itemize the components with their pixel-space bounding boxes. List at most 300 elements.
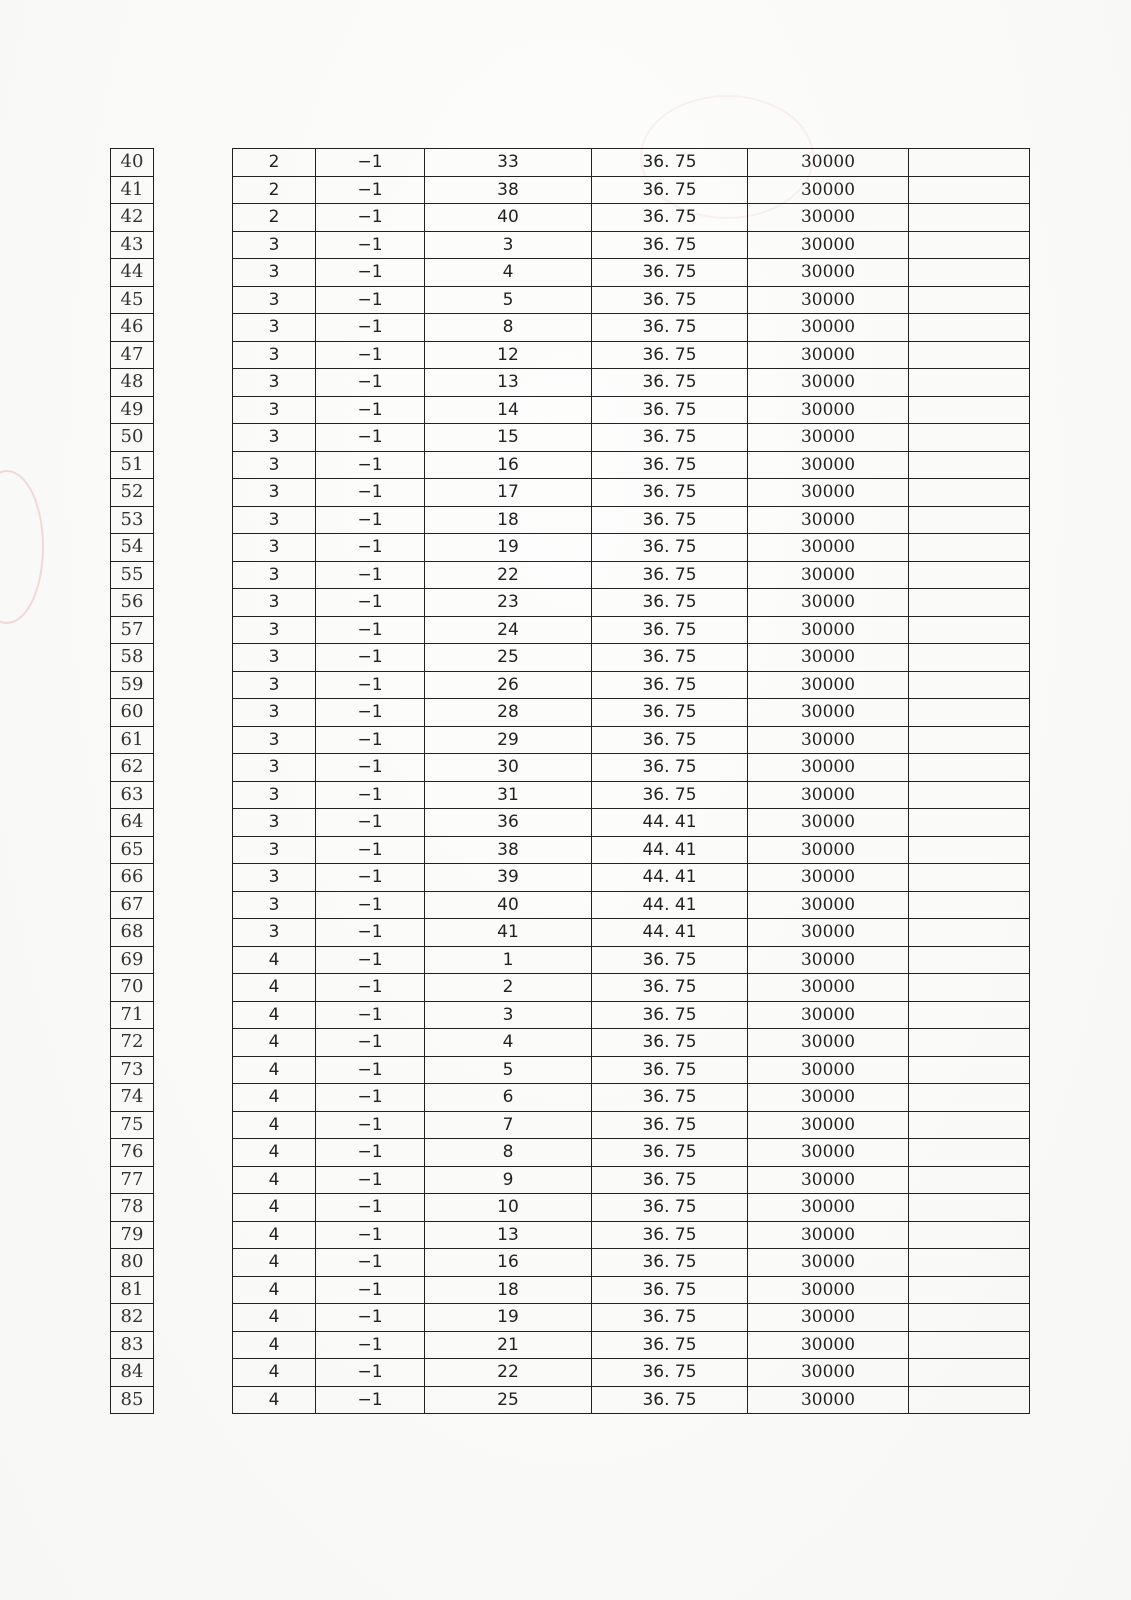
- area-cell: 36. 75: [592, 1056, 748, 1084]
- row-number-cell: 58: [111, 644, 154, 672]
- room-cell: 36: [425, 809, 592, 837]
- row-number-cell: 71: [111, 1001, 154, 1029]
- index-row: [111, 864, 154, 892]
- room-cell: 30: [425, 754, 592, 782]
- remark-cell: [909, 1331, 1030, 1359]
- unit-cell: −1: [316, 1249, 425, 1277]
- building-cell: 3: [233, 891, 316, 919]
- remark-cell: [909, 1111, 1030, 1139]
- table-row: [233, 589, 1030, 617]
- remark-cell: [909, 699, 1030, 727]
- row-number-cell: 67: [111, 891, 154, 919]
- data-table: [232, 148, 1030, 1414]
- remark-cell: [909, 286, 1030, 314]
- amount-cell: 30000: [748, 396, 909, 424]
- area-cell: 36. 75: [592, 479, 748, 507]
- amount-cell: 30000: [748, 699, 909, 727]
- row-number-cell: 73: [111, 1056, 154, 1084]
- table-row: [233, 891, 1030, 919]
- area-cell: 44. 41: [592, 809, 748, 837]
- remark-cell: [909, 341, 1030, 369]
- row-number-cell: 51: [111, 451, 154, 479]
- amount-cell: 30000: [748, 644, 909, 672]
- area-cell: 36. 75: [592, 149, 748, 177]
- row-number-cell: 70: [111, 974, 154, 1002]
- index-row: [111, 204, 154, 232]
- remark-cell: [909, 259, 1030, 287]
- row-number-cell: 47: [111, 341, 154, 369]
- remark-cell: [909, 1029, 1030, 1057]
- table-row: [233, 1276, 1030, 1304]
- row-number-cell: 45: [111, 286, 154, 314]
- amount-cell: 30000: [748, 1084, 909, 1112]
- area-cell: 36. 75: [592, 259, 748, 287]
- row-number-cell: 49: [111, 396, 154, 424]
- area-cell: 44. 41: [592, 836, 748, 864]
- room-cell: 25: [425, 1386, 592, 1414]
- table-row: [233, 616, 1030, 644]
- amount-cell: 30000: [748, 1359, 909, 1387]
- amount-cell: 30000: [748, 204, 909, 232]
- room-cell: 40: [425, 204, 592, 232]
- index-row: [111, 1221, 154, 1249]
- room-cell: 23: [425, 589, 592, 617]
- amount-cell: 30000: [748, 836, 909, 864]
- building-cell: 2: [233, 204, 316, 232]
- building-cell: 3: [233, 754, 316, 782]
- building-cell: 4: [233, 1359, 316, 1387]
- remark-cell: [909, 506, 1030, 534]
- table-row: [233, 369, 1030, 397]
- remark-cell: [909, 891, 1030, 919]
- remark-cell: [909, 176, 1030, 204]
- table-row: [233, 149, 1030, 177]
- room-cell: 9: [425, 1166, 592, 1194]
- table-row: [233, 1056, 1030, 1084]
- table-row: [233, 1139, 1030, 1167]
- unit-cell: −1: [316, 616, 425, 644]
- index-row: [111, 534, 154, 562]
- table-row: [233, 396, 1030, 424]
- unit-cell: −1: [316, 1359, 425, 1387]
- remark-cell: [909, 314, 1030, 342]
- unit-cell: −1: [316, 341, 425, 369]
- amount-cell: 30000: [748, 781, 909, 809]
- row-number-cell: 43: [111, 231, 154, 259]
- building-cell: 3: [233, 369, 316, 397]
- index-row: [111, 1056, 154, 1084]
- unit-cell: −1: [316, 1166, 425, 1194]
- room-cell: 12: [425, 341, 592, 369]
- remark-cell: [909, 781, 1030, 809]
- table-row: [233, 919, 1030, 947]
- room-cell: 16: [425, 1249, 592, 1277]
- table-row: [233, 1166, 1030, 1194]
- row-number-cell: 74: [111, 1084, 154, 1112]
- row-number-cell: 61: [111, 726, 154, 754]
- index-row: [111, 314, 154, 342]
- row-number-cell: 65: [111, 836, 154, 864]
- table-row: [233, 781, 1030, 809]
- table-row: [233, 1111, 1030, 1139]
- index-row: [111, 671, 154, 699]
- area-cell: 36. 75: [592, 1001, 748, 1029]
- area-cell: 36. 75: [592, 1166, 748, 1194]
- remark-cell: [909, 919, 1030, 947]
- index-row: [111, 1084, 154, 1112]
- building-cell: 3: [233, 479, 316, 507]
- table-row: [233, 671, 1030, 699]
- index-row: [111, 1029, 154, 1057]
- row-number-cell: 72: [111, 1029, 154, 1057]
- building-cell: 4: [233, 1331, 316, 1359]
- amount-cell: 30000: [748, 864, 909, 892]
- index-row: [111, 369, 154, 397]
- amount-cell: 30000: [748, 314, 909, 342]
- row-number-cell: 78: [111, 1194, 154, 1222]
- area-cell: 36. 75: [592, 506, 748, 534]
- row-number-cell: 77: [111, 1166, 154, 1194]
- unit-cell: −1: [316, 726, 425, 754]
- room-cell: 13: [425, 1221, 592, 1249]
- index-row: [111, 946, 154, 974]
- index-row: [111, 1359, 154, 1387]
- unit-cell: −1: [316, 589, 425, 617]
- area-cell: 36. 75: [592, 616, 748, 644]
- amount-cell: 30000: [748, 369, 909, 397]
- remark-cell: [909, 864, 1030, 892]
- building-cell: 4: [233, 1249, 316, 1277]
- amount-cell: 30000: [748, 1029, 909, 1057]
- index-row: [111, 396, 154, 424]
- building-cell: 4: [233, 1139, 316, 1167]
- index-row: [111, 1331, 154, 1359]
- index-row: [111, 286, 154, 314]
- building-cell: 3: [233, 561, 316, 589]
- row-number-cell: 85: [111, 1386, 154, 1414]
- building-cell: 4: [233, 1029, 316, 1057]
- unit-cell: −1: [316, 1111, 425, 1139]
- room-cell: 19: [425, 1304, 592, 1332]
- index-row: [111, 1139, 154, 1167]
- amount-cell: 30000: [748, 1166, 909, 1194]
- unit-cell: −1: [316, 781, 425, 809]
- room-cell: 29: [425, 726, 592, 754]
- amount-cell: 30000: [748, 451, 909, 479]
- index-row: [111, 836, 154, 864]
- table-row: [233, 1386, 1030, 1414]
- area-cell: 36. 75: [592, 946, 748, 974]
- area-cell: 36. 75: [592, 1359, 748, 1387]
- remark-cell: [909, 534, 1030, 562]
- table-row: [233, 1029, 1030, 1057]
- amount-cell: 30000: [748, 341, 909, 369]
- remark-cell: [909, 204, 1030, 232]
- building-cell: 3: [233, 589, 316, 617]
- area-cell: 36. 75: [592, 781, 748, 809]
- area-cell: 36. 75: [592, 726, 748, 754]
- unit-cell: −1: [316, 1139, 425, 1167]
- index-row: [111, 699, 154, 727]
- index-row: [111, 149, 154, 177]
- remark-cell: [909, 479, 1030, 507]
- building-cell: 4: [233, 1194, 316, 1222]
- index-row: [111, 176, 154, 204]
- remark-cell: [909, 1166, 1030, 1194]
- unit-cell: −1: [316, 451, 425, 479]
- remark-cell: [909, 369, 1030, 397]
- table-row: [233, 1194, 1030, 1222]
- building-cell: 3: [233, 644, 316, 672]
- room-cell: 18: [425, 1276, 592, 1304]
- area-cell: 36. 75: [592, 314, 748, 342]
- row-number-cell: 53: [111, 506, 154, 534]
- index-row: [111, 479, 154, 507]
- index-row: [111, 1249, 154, 1277]
- amount-cell: 30000: [748, 1194, 909, 1222]
- room-cell: 18: [425, 506, 592, 534]
- index-row: [111, 259, 154, 287]
- index-row: [111, 451, 154, 479]
- room-cell: 38: [425, 176, 592, 204]
- building-cell: 4: [233, 1084, 316, 1112]
- unit-cell: −1: [316, 259, 425, 287]
- unit-cell: −1: [316, 231, 425, 259]
- room-cell: 19: [425, 534, 592, 562]
- index-row: [111, 616, 154, 644]
- row-number-cell: 84: [111, 1359, 154, 1387]
- unit-cell: −1: [316, 396, 425, 424]
- remark-cell: [909, 1221, 1030, 1249]
- room-cell: 40: [425, 891, 592, 919]
- row-number-cell: 44: [111, 259, 154, 287]
- table-row: [233, 204, 1030, 232]
- amount-cell: 30000: [748, 1221, 909, 1249]
- index-row: [111, 341, 154, 369]
- unit-cell: −1: [316, 836, 425, 864]
- index-row: [111, 1194, 154, 1222]
- unit-cell: −1: [316, 286, 425, 314]
- building-cell: 4: [233, 1386, 316, 1414]
- table-row: [233, 699, 1030, 727]
- area-cell: 36. 75: [592, 1331, 748, 1359]
- amount-cell: 30000: [748, 286, 909, 314]
- table-row: [233, 809, 1030, 837]
- row-number-cell: 82: [111, 1304, 154, 1332]
- room-cell: 4: [425, 259, 592, 287]
- building-cell: 3: [233, 726, 316, 754]
- table-row: [233, 644, 1030, 672]
- row-number-cell: 68: [111, 919, 154, 947]
- row-number-cell: 69: [111, 946, 154, 974]
- amount-cell: 30000: [748, 424, 909, 452]
- area-cell: 36. 75: [592, 1221, 748, 1249]
- area-cell: 36. 75: [592, 369, 748, 397]
- amount-cell: 30000: [748, 479, 909, 507]
- table-row: [233, 176, 1030, 204]
- building-cell: 3: [233, 864, 316, 892]
- building-cell: 4: [233, 1111, 316, 1139]
- unit-cell: −1: [316, 891, 425, 919]
- table-row: [233, 506, 1030, 534]
- index-row: [111, 1166, 154, 1194]
- amount-cell: 30000: [748, 589, 909, 617]
- building-cell: 3: [233, 699, 316, 727]
- amount-cell: 30000: [748, 671, 909, 699]
- room-cell: 8: [425, 314, 592, 342]
- area-cell: 36. 75: [592, 1386, 748, 1414]
- amount-cell: 30000: [748, 259, 909, 287]
- index-row: [111, 644, 154, 672]
- area-cell: 36. 75: [592, 1084, 748, 1112]
- table-row: [233, 1084, 1030, 1112]
- unit-cell: −1: [316, 1056, 425, 1084]
- amount-cell: 30000: [748, 1001, 909, 1029]
- remark-cell: [909, 1001, 1030, 1029]
- room-cell: 5: [425, 286, 592, 314]
- remark-cell: [909, 1194, 1030, 1222]
- building-cell: 4: [233, 1221, 316, 1249]
- remark-cell: [909, 589, 1030, 617]
- building-cell: 3: [233, 919, 316, 947]
- room-cell: 7: [425, 1111, 592, 1139]
- unit-cell: −1: [316, 176, 425, 204]
- row-number-cell: 76: [111, 1139, 154, 1167]
- unit-cell: −1: [316, 1304, 425, 1332]
- area-cell: 36. 75: [592, 1111, 748, 1139]
- room-cell: 2: [425, 974, 592, 1002]
- table-row: [233, 286, 1030, 314]
- building-cell: 3: [233, 506, 316, 534]
- building-cell: 4: [233, 1001, 316, 1029]
- area-cell: 36. 75: [592, 204, 748, 232]
- building-cell: 4: [233, 1276, 316, 1304]
- table-row: [233, 534, 1030, 562]
- row-number-cell: 50: [111, 424, 154, 452]
- room-cell: 22: [425, 561, 592, 589]
- amount-cell: 30000: [748, 506, 909, 534]
- unit-cell: −1: [316, 369, 425, 397]
- unit-cell: −1: [316, 1001, 425, 1029]
- table-row: [233, 451, 1030, 479]
- row-number-cell: 81: [111, 1276, 154, 1304]
- table-row: [233, 1331, 1030, 1359]
- index-row: [111, 424, 154, 452]
- table-row: [233, 1249, 1030, 1277]
- remark-cell: [909, 809, 1030, 837]
- room-cell: 24: [425, 616, 592, 644]
- row-number-cell: 56: [111, 589, 154, 617]
- remark-cell: [909, 149, 1030, 177]
- amount-cell: 30000: [748, 616, 909, 644]
- unit-cell: −1: [316, 1386, 425, 1414]
- remark-cell: [909, 561, 1030, 589]
- unit-cell: −1: [316, 314, 425, 342]
- remark-cell: [909, 1304, 1030, 1332]
- row-number-cell: 40: [111, 149, 154, 177]
- remark-cell: [909, 231, 1030, 259]
- amount-cell: 30000: [748, 1056, 909, 1084]
- index-row: [111, 1386, 154, 1414]
- area-cell: 44. 41: [592, 864, 748, 892]
- building-cell: 3: [233, 286, 316, 314]
- amount-cell: 30000: [748, 809, 909, 837]
- building-cell: 3: [233, 781, 316, 809]
- room-cell: 3: [425, 231, 592, 259]
- index-row: [111, 974, 154, 1002]
- row-number-cell: 64: [111, 809, 154, 837]
- amount-cell: 30000: [748, 1276, 909, 1304]
- building-cell: 4: [233, 1056, 316, 1084]
- remark-cell: [909, 754, 1030, 782]
- building-cell: 3: [233, 671, 316, 699]
- remark-cell: [909, 946, 1030, 974]
- row-number-cell: 60: [111, 699, 154, 727]
- table-row: [233, 1304, 1030, 1332]
- room-cell: 41: [425, 919, 592, 947]
- room-cell: 31: [425, 781, 592, 809]
- remark-cell: [909, 451, 1030, 479]
- room-cell: 6: [425, 1084, 592, 1112]
- table-row: [233, 864, 1030, 892]
- remark-cell: [909, 1386, 1030, 1414]
- area-cell: 36. 75: [592, 231, 748, 259]
- table-row: [233, 561, 1030, 589]
- unit-cell: −1: [316, 149, 425, 177]
- area-cell: 36. 75: [592, 1249, 748, 1277]
- amount-cell: 30000: [748, 726, 909, 754]
- row-number-cell: 66: [111, 864, 154, 892]
- area-cell: 36. 75: [592, 1276, 748, 1304]
- area-cell: 36. 75: [592, 176, 748, 204]
- building-cell: 2: [233, 149, 316, 177]
- amount-cell: 30000: [748, 176, 909, 204]
- area-cell: 36. 75: [592, 451, 748, 479]
- row-number-cell: 63: [111, 781, 154, 809]
- amount-cell: 30000: [748, 534, 909, 562]
- row-number-cell: 54: [111, 534, 154, 562]
- remark-cell: [909, 1139, 1030, 1167]
- row-number-cell: 80: [111, 1249, 154, 1277]
- row-number-cell: 75: [111, 1111, 154, 1139]
- amount-cell: 30000: [748, 1331, 909, 1359]
- row-number-cell: 62: [111, 754, 154, 782]
- table-row: [233, 836, 1030, 864]
- row-number-cell: 79: [111, 1221, 154, 1249]
- remark-cell: [909, 836, 1030, 864]
- table-row: [233, 314, 1030, 342]
- amount-cell: 30000: [748, 1386, 909, 1414]
- room-cell: 3: [425, 1001, 592, 1029]
- index-row: [111, 589, 154, 617]
- remark-cell: [909, 1276, 1030, 1304]
- room-cell: 38: [425, 836, 592, 864]
- unit-cell: −1: [316, 754, 425, 782]
- area-cell: 36. 75: [592, 644, 748, 672]
- building-cell: 3: [233, 396, 316, 424]
- unit-cell: −1: [316, 699, 425, 727]
- building-cell: 4: [233, 946, 316, 974]
- table-row: [233, 259, 1030, 287]
- unit-cell: −1: [316, 1331, 425, 1359]
- area-cell: 36. 75: [592, 1029, 748, 1057]
- unit-cell: −1: [316, 534, 425, 562]
- area-cell: 36. 75: [592, 341, 748, 369]
- table-row: [233, 1359, 1030, 1387]
- amount-cell: 30000: [748, 231, 909, 259]
- table-row: [233, 1221, 1030, 1249]
- building-cell: 3: [233, 314, 316, 342]
